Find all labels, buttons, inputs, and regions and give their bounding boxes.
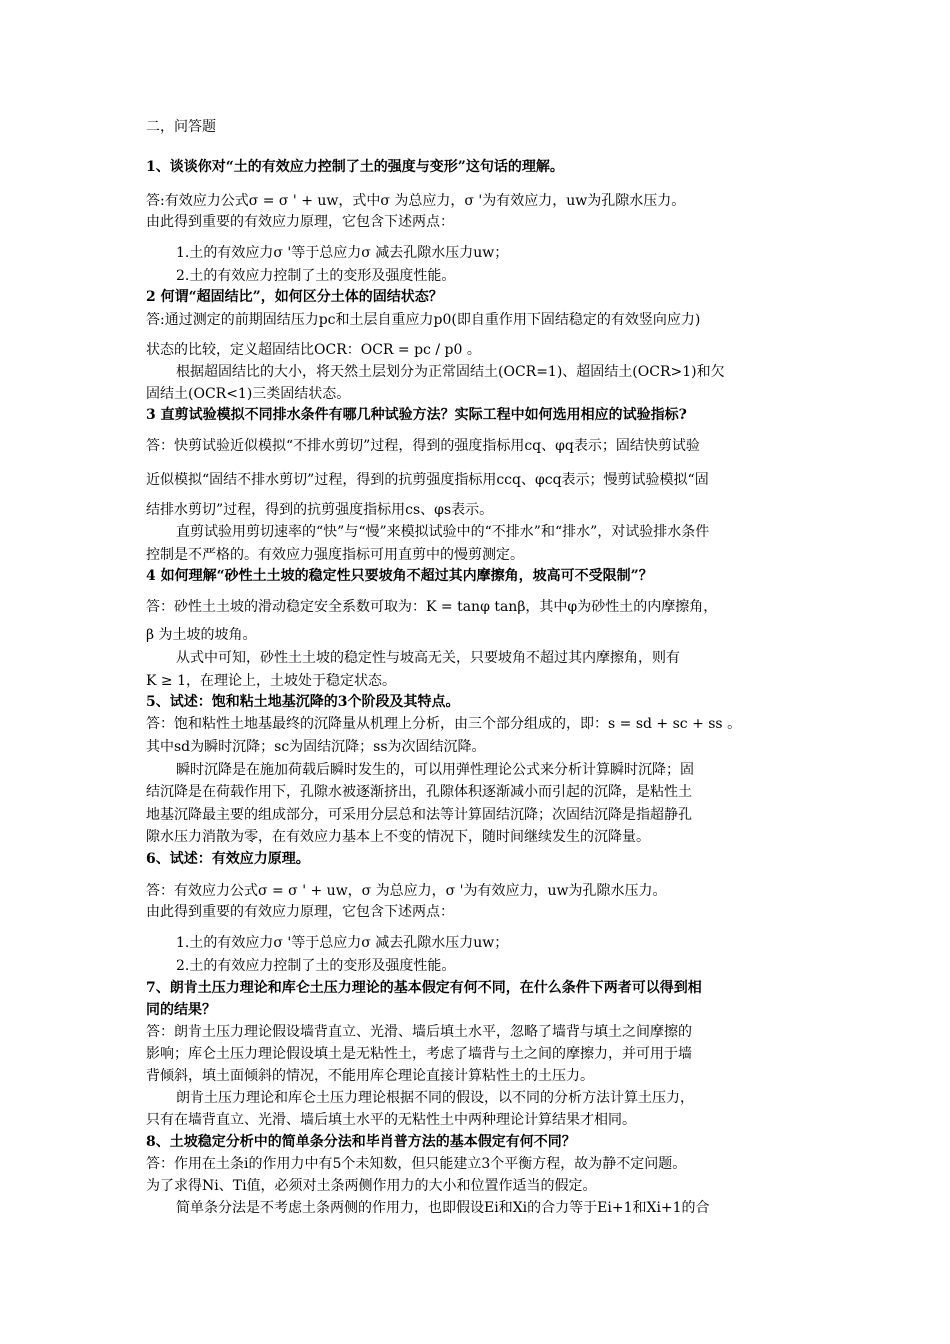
paragraph-line: 朗肯土压力理论和库仑土压力理论根据不同的假设，以不同的分析方法计算土压力， <box>176 1090 694 1106</box>
paragraph-line: 其中sd为瞬时沉降；sc为固结沉降；ss为次固结沉降。 <box>146 739 486 755</box>
paragraph-line: 影响；库仑土压力理论假设填土是无粘性土，考虑了墙背与土之间的摩擦力，并可用于墙 <box>146 1046 692 1062</box>
paragraph-line: 答：砂性土土坡的滑动稳定安全系数可取为：K = tanφ tanβ，其中φ为砂性土的内摩擦角， <box>146 599 718 615</box>
paragraph-line: 由此得到重要的有效应力原理，它包含下述两点： <box>146 904 454 920</box>
paragraph-line: 近似模拟“固结不排水剪切”过程，得到的抗剪强度指标用ccq、φcq表示；慢剪试验模拟“固 <box>146 472 709 488</box>
paragraph-line: 2.土的有效应力控制了土的变形及强度性能。 <box>176 958 456 974</box>
section-title: 二，问答题 <box>146 119 216 135</box>
question-heading: 6、试述：有效应力原理。 <box>146 851 310 867</box>
paragraph-line: 1.土的有效应力σ '等于总应力σ 减去孔隙水压力uw； <box>176 245 509 261</box>
paragraph-line: 答:通过测定的前期固结压力pc和土层自重应力p0(即自重作用下固结稳定的有效竖向应力) <box>146 312 701 328</box>
paragraph-line: K ≥ 1，在理论上，土坡处于稳定状态。 <box>146 673 396 689</box>
question-heading: 5、试述：饱和粘土地基沉降的3个阶段及其特点。 <box>146 694 460 710</box>
paragraph-line: 地基沉降最主要的组成部分，可采用分层总和法等计算固结沉降；次固结沉降是指超静孔 <box>146 807 692 823</box>
question-heading: 1、谈谈你对“土的有效应力控制了土的强度与变形”这句话的理解。 <box>146 159 564 175</box>
paragraph-line: 根据超固结比的大小，将天然土层划分为正常固结土(OCR=1)、超固结土(OCR>1)和欠 <box>176 364 725 380</box>
paragraph-line: 答：有效应力公式σ = σ ' + uw，σ 为总应力，σ '为有效应力，uw为孔隙水压力。 <box>146 883 667 899</box>
paragraph-line: 直剪试验用剪切速率的“快”与“慢”来模拟试验中的“不排水”和“排水”，对试验排水条件 <box>176 524 710 540</box>
paragraph-line: 答：朗肯土压力理论假设墙背直立、光滑、墙后填土水平，忽略了墙背与填土之间摩擦的 <box>146 1024 692 1040</box>
paragraph-line: 从式中可知，砂性土土坡的稳定性与坡高无关，只要坡角不超过其内摩擦角，则有 <box>176 650 680 666</box>
paragraph-line: 结排水剪切”过程，得到的抗剪强度指标用cs、φs表示。 <box>146 502 494 518</box>
paragraph-line: 答：饱和粘性土地基最终的沉降量从机理上分析，由三个部分组成的，即：s = sd + sc + ss 。 <box>146 716 742 732</box>
paragraph-line: 固结土(OCR<1)三类固结状态。 <box>146 386 351 402</box>
paragraph-line: 答：快剪试验近似模拟“不排水剪切”过程，得到的强度指标用cq、φq表示；固结快剪试验 <box>146 438 700 454</box>
question-heading: 7、朗肯土压力理论和库仑土压力理论的基本假定有何不同，在什么条件下两者可以得到相 <box>146 980 702 996</box>
paragraph-line: β 为土坡的坡角。 <box>146 627 257 643</box>
paragraph-line: 状态的比较，定义超固结比OCR：OCR = pc / p0 。 <box>146 342 481 358</box>
paragraph-line: 隙水压力消散为零，在有效应力基本上不变的情况下，随时间继续发生的沉降量。 <box>146 829 650 845</box>
question-heading: 同的结果？ <box>146 1002 216 1018</box>
paragraph-line: 2.土的有效应力控制了土的变形及强度性能。 <box>176 268 456 284</box>
paragraph-line: 由此得到重要的有效应力原理，它包含下述两点： <box>146 214 454 230</box>
paragraph-line: 瞬时沉降是在施加荷载后瞬时发生的，可以用弹性理论公式来分析计算瞬时沉降；固 <box>176 762 694 778</box>
question-heading: 4 如何理解“砂性土土坡的稳定性只要坡角不超过其内摩擦角，坡高可不受限制”？ <box>146 568 653 584</box>
paragraph-line: 结沉降是在荷载作用下，孔隙水被逐渐挤出，孔隙体积逐渐减小而引起的沉降，是粘性土 <box>146 784 692 800</box>
question-heading: 3 直剪试验模拟不同排水条件有哪几种试验方法？实际工程中如何选用相应的试验指标? <box>146 407 687 423</box>
question-heading: 8、土坡稳定分析中的简单条分法和毕肖普方法的基本假定有何不同？ <box>146 1134 576 1150</box>
paragraph-line: 控制是不严格的。有效应力强度指标可用直剪中的慢剪测定。 <box>146 547 524 563</box>
paragraph-line: 为了求得Ni、Ti值，必须对土条两侧作用力的大小和位置作适当的假定。 <box>146 1178 597 1194</box>
paragraph-line: 答:有效应力公式σ = σ ' + uw，式中σ 为总应力，σ '为有效应力，uw为孔隙水压力。 <box>146 193 686 209</box>
paragraph-line: 背倾斜，填土面倾斜的情况，不能用库仑理论直接计算粘性土的土压力。 <box>146 1068 594 1084</box>
paragraph-line: 1.土的有效应力σ '等于总应力σ 减去孔隙水压力uw； <box>176 935 509 951</box>
paragraph-line: 简单条分法是不考虑土条两侧的作用力，也即假设Ei和Xi的合力等于Ei+1和Xi+1的合 <box>176 1200 710 1216</box>
paragraph-line: 答：作用在土条i的作用力中有5个未知数，但只能建立3个平衡方程，故为静不定问题。 <box>146 1156 687 1172</box>
paragraph-line: 只有在墙背直立、光滑、墙后填土水平的无粘性土中两种理论计算结果才相同。 <box>146 1112 636 1128</box>
question-heading: 2 何谓“超固结比”，如何区分土体的固结状态？ <box>146 289 443 305</box>
